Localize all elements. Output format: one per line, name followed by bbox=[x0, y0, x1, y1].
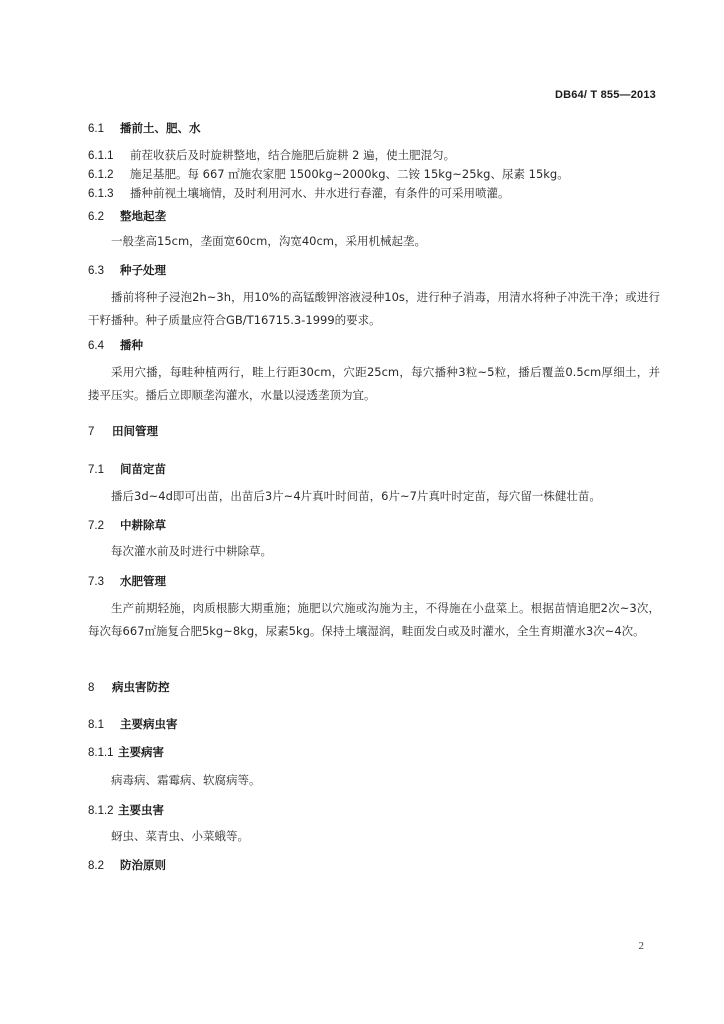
section-number: 6.3 bbox=[88, 265, 104, 277]
clause-number: 6.1.2 bbox=[88, 169, 114, 181]
section-number: 8.1 bbox=[88, 719, 104, 731]
section-number: 8.2 bbox=[88, 860, 104, 872]
section-number: 6.1 bbox=[88, 123, 104, 135]
clause-number: 6.1.1 bbox=[88, 150, 114, 162]
section-title: 主要病害 bbox=[118, 745, 164, 759]
section-title: 田间管理 bbox=[112, 424, 158, 438]
clause-6-1-3 bbox=[88, 185, 510, 202]
section-number: 7.2 bbox=[88, 520, 104, 532]
section-title: 主要病虫害 bbox=[120, 717, 178, 731]
section-number: 6.4 bbox=[88, 340, 104, 352]
clause-text: 播种前视土壤墒情，及时利用河水、井水进行春灌，有条件的可采用喷灌。 bbox=[130, 186, 510, 200]
section-number: 7.1 bbox=[88, 464, 104, 476]
section-title: 主要虫害 bbox=[118, 803, 164, 817]
section-8-heading bbox=[88, 679, 170, 696]
section-number: 7.3 bbox=[88, 576, 104, 588]
clause-text: 前茬收获后及时旋耕整地，结合施肥后旋耕 2 遍，使土肥混匀。 bbox=[130, 148, 456, 162]
section-6-4-heading bbox=[88, 337, 143, 354]
section-number: 7 bbox=[88, 426, 95, 438]
section-number: 8.1.2 bbox=[88, 805, 114, 817]
section-8-2-heading bbox=[88, 857, 166, 874]
section-title: 病虫害防控 bbox=[112, 680, 170, 694]
section-7-3-text: 生产前期轻施，肉质根膨大期重施；施肥以穴施或沟施为主，不得施在小盘菜上。根据苗情追肥2次~3次，每次每667㎡施复合肥5kg~8kg，尿素5kg。保持土壤湿润，畦面发白或及时灌水，全生育期灌水3次~4次。 bbox=[88, 601, 660, 638]
section-6-3-text: 播前将种子浸泡2h~3h，用10%的高锰酸钾溶液浸种10s，进行种子消毒，用清水将种子冲洗干净；或进行干籽播种。种子质量应符合GB/T16715.3-1999的要求。 bbox=[88, 290, 660, 327]
section-8-1-1-heading bbox=[88, 744, 164, 761]
clause-number: 6.1.3 bbox=[88, 188, 114, 200]
section-6-3-heading bbox=[88, 262, 166, 279]
section-title: 中耕除草 bbox=[120, 518, 166, 532]
section-number: 6.2 bbox=[88, 211, 104, 223]
section-7-heading bbox=[88, 423, 158, 440]
clause-6-1-1 bbox=[88, 147, 455, 164]
section-8-1-2-heading bbox=[88, 802, 164, 819]
section-title: 播种 bbox=[120, 338, 143, 352]
section-6-2-text: 一般垄高15cm，垄面宽60cm，沟宽40cm，采用机械起垄。 bbox=[111, 234, 426, 248]
section-7-3-heading bbox=[88, 573, 166, 590]
page-number: 2 bbox=[638, 940, 644, 952]
section-title: 水肥管理 bbox=[120, 574, 166, 588]
section-7-1-text: 播后3d~4d即可出苗，出苗后3片~4片真叶时间苗，6片~7片真叶时定苗，每穴留一株健壮苗。 bbox=[111, 489, 601, 503]
clause-6-1-2 bbox=[88, 166, 569, 183]
section-6-2-heading bbox=[88, 208, 166, 225]
clause-text: 施足基肥。每 667 ㎡施农家肥 1500kg~2000kg、二铵 15kg~25kg、尿素 15kg。 bbox=[130, 167, 569, 181]
section-title: 整地起垄 bbox=[120, 209, 166, 223]
section-title: 种子处理 bbox=[120, 263, 166, 277]
section-6-4-text: 采用穴播，每畦种植两行，畦上行距30cm，穴距25cm，每穴播种3粒~5粒，播后覆盖0.5cm厚细土，并搂平压实。播后立即顺垄沟灌水，水量以浸透垄顶为宜。 bbox=[88, 365, 660, 402]
section-number: 8 bbox=[88, 682, 95, 694]
section-8-1-2-text: 蚜虫、菜青虫、小菜蛾等。 bbox=[111, 829, 249, 843]
section-number: 8.1.1 bbox=[88, 747, 114, 759]
section-7-2-text: 每次灌水前及时进行中耕除草。 bbox=[111, 544, 272, 558]
section-8-1-heading bbox=[88, 716, 178, 733]
section-8-1-1-text: 病毒病、霜霉病、软腐病等。 bbox=[111, 773, 261, 787]
section-title: 防治原则 bbox=[120, 858, 166, 872]
standard-code: DB64/ T 855—2013 bbox=[554, 89, 656, 101]
section-title: 间苗定苗 bbox=[120, 462, 166, 476]
section-7-1-heading bbox=[88, 461, 166, 478]
section-7-2-heading bbox=[88, 517, 166, 534]
section-title: 播前土、肥、水 bbox=[120, 121, 201, 135]
section-6-1-heading bbox=[88, 120, 201, 137]
